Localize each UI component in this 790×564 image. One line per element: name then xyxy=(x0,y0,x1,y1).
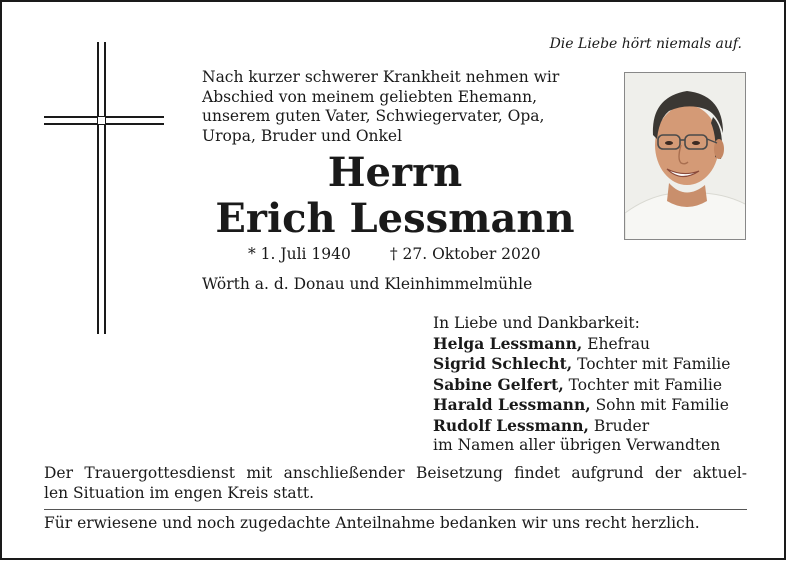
intro-line: Nach kurzer schwerer Krankheit nehmen wir xyxy=(202,68,560,86)
thanks-note: Für erwiesene und noch zugedachte Anteilnahme bedanken wir uns recht herzlich. xyxy=(44,514,700,532)
death-date: † 27. Oktober 2020 xyxy=(389,245,541,263)
family-member-name: Sabine Gelfert, xyxy=(433,374,564,394)
family-closing: im Namen aller übrigen Verwandten xyxy=(433,436,721,454)
family-member xyxy=(433,354,730,375)
family-member-name: Helga Lessmann, xyxy=(433,333,583,353)
family-member-relation: Bruder xyxy=(593,416,650,435)
family-member-name: Sigrid Schlecht, xyxy=(433,354,573,373)
family-heading: In Liebe und Dankbarkeit: xyxy=(433,314,640,332)
motto: Die Liebe hört niemals auf. xyxy=(549,36,742,52)
intro-line: Abschied von meinem geliebten Ehemann, xyxy=(202,87,538,106)
service-line: len Situation im engen Kreis statt. xyxy=(44,483,315,502)
family-member-name: Harald Lessmann, xyxy=(433,395,591,414)
family-member-relation: Tochter mit Familie xyxy=(577,355,731,373)
family-member xyxy=(433,334,730,355)
family-member xyxy=(433,375,730,396)
family-member-relation: Sohn mit Familie xyxy=(595,396,729,414)
family-member xyxy=(433,416,730,437)
birth-date: * 1. Juli 1940 xyxy=(248,245,351,263)
deceased-name: Erich Lessmann xyxy=(215,195,575,242)
family-member-relation: Ehefrau xyxy=(587,334,651,353)
portrait-photo xyxy=(624,72,746,240)
intro-line: Uropa, Bruder und Onkel xyxy=(202,126,403,145)
family-member xyxy=(433,395,730,416)
intro-text xyxy=(202,68,588,146)
funeral-service-note xyxy=(44,464,747,503)
service-line: Der Trauergottesdienst mit anschließender Beisetzung findet aufgrund der aktuel- xyxy=(44,464,747,482)
divider xyxy=(44,509,747,510)
portrait-image xyxy=(625,73,746,240)
hometown: Wörth a. d. Donau und Kleinhimmelmühle xyxy=(202,275,533,293)
family-list xyxy=(433,314,730,456)
life-dates xyxy=(248,245,541,263)
intro-line: unserem guten Vater, Schwiegervater, Opa, xyxy=(202,107,545,125)
cross-icon xyxy=(44,42,164,334)
salutation: Herrn xyxy=(327,149,463,196)
family-member-relation: Tochter mit Familie xyxy=(568,375,723,394)
family-member-name: Rudolf Lessmann, xyxy=(433,415,589,435)
